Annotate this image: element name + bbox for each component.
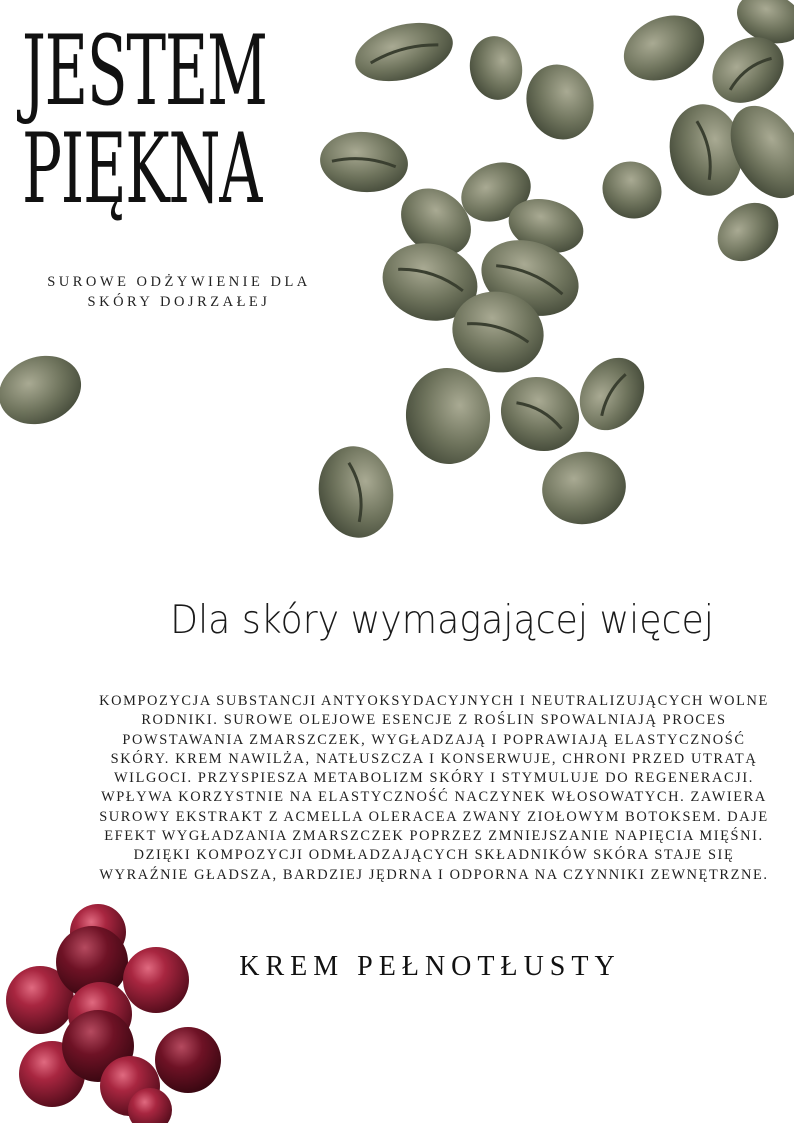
bean — [0, 345, 91, 436]
bean — [487, 363, 592, 465]
bean — [706, 191, 790, 273]
subtitle — [14, 272, 344, 312]
bean — [516, 55, 604, 149]
subtitle-line-1: SUROWE ODŻYWIENIE DLA — [47, 274, 311, 290]
bean — [613, 3, 714, 93]
bean — [402, 365, 494, 468]
bean — [592, 151, 672, 229]
product-name: KREM PEŁNOTŁUSTY — [239, 951, 621, 982]
bean — [349, 13, 460, 91]
title-line-2: PIĘKNA — [22, 113, 262, 225]
bean — [318, 128, 411, 195]
bean — [567, 346, 657, 442]
bean — [312, 440, 401, 543]
page-title — [22, 15, 267, 225]
subtitle-line-2: SKÓRY DOJRZAŁEJ — [87, 294, 271, 310]
tagline: Dla skóry wymagającej więcej — [170, 598, 714, 643]
bean — [536, 445, 631, 530]
coffee-cherries-photo — [6, 904, 221, 1123]
product-description: KOMPOZYCJA SUBSTANCJI ANTYOKSYDACYJNYCH I NEUTRALIZUJĄCYCH WOLNE RODNIKI. SUROWE OLEJOWE ESENCJE Z ROŚLIN SPOWALNIAJĄ PROCES POWSTAWANIA ZMARSZCZEK, WYGŁADZAJĄ I POPRAWIAJĄ ELASTYCZNOŚĆ SKÓRY. KREM NAWILŻA, NATŁUSZCZA I KONSERWUJE, CHRONI PRZED UTRATĄ WILGOCI. PRZYSPIESZA METABOLIZM SKÓRY I STYMULUJE DO REGENERACJI. WPŁYWA KORZYSTNIE NA ELASTYCZNOŚĆ NACZYNEK WŁOSOWATYCH. ZAWIERA SUROWY EKSTRAKT Z ACMELLA OLERACEA ZWANY ZIOŁOWYM BOTOKSEM. DAJE EFEKT WYGŁADZANIA ZMARSZCZEK POPRZEZ ZMNIEJSZANIE NAPIĘCIA MIĘŚNI. DZIĘKI KOMPOZYCJI ODMŁADZAJĄCYCH SKŁADNIKÓW SKÓRA STAJE SIĘ WYRAŹNIE GŁADSZA, BARDZIEJ JĘDRNA I ODPORNA NA CZYNNIKI ZEWNĘTRZNE. — [99, 693, 769, 883]
bean — [465, 32, 527, 104]
title-line-1: JESTEM — [22, 15, 267, 127]
